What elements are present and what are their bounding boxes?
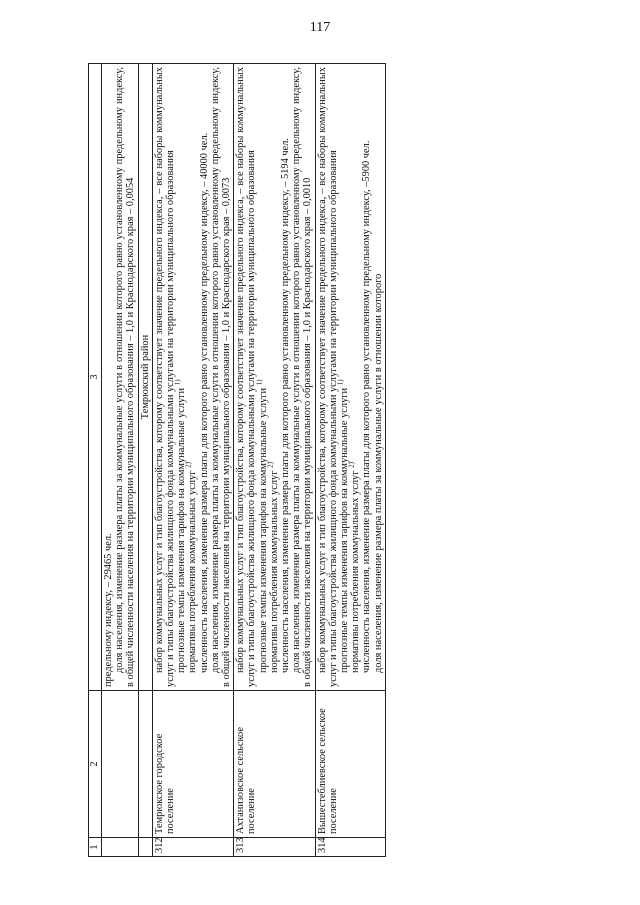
detail-service-set: набор коммунальных услуг и тип благоустройства, которому соответствует значение предельного индекса, – все наборы коммунальных услуг и типы благоустройства жилищного фонда коммунальными услугами на территории муниципального образования: [316, 67, 339, 687]
detail-population: численность населения, изменение размера платы для которого равно установленному предельному индексу, – 5194 чел.: [280, 137, 292, 673]
page-number: 117: [309, 20, 331, 35]
row-details: [152, 64, 233, 691]
header-col3: 3: [89, 64, 102, 691]
detail-share: доля населения, изменение размера платы за коммунальные услуги в отношении которого равно установленному предельному индексу, в общей численности населения на территории муниципального образования – 1,0 и Краснодарского края – 0,0073: [209, 67, 233, 687]
detail-norms: нормативы потребления коммунальных услуг $^{2)}$: [347, 462, 362, 673]
detail-service-set: набор коммунальных услуг и тип благоустройства, которому соответствует значение предельного индекса, – все наборы коммунальных услуг и типы благоустройства жилищного фонда коммунальными услугами на территории муниципального образования: [153, 67, 177, 687]
continuation-cell: [102, 64, 139, 691]
table-row: [234, 64, 315, 857]
row-details: [315, 64, 385, 691]
header-col2: 2: [89, 691, 102, 838]
header-row: [89, 64, 102, 857]
district-row: [138, 64, 152, 857]
detail-tariff-rates: прогнозные темпы изменения тарифов на коммунальные услуги $^{1)}$: [173, 379, 188, 673]
municipality-name: Ахтанизовское сельское поселение: [234, 691, 315, 838]
detail-tariff-rates: прогнозные темпы изменения тарифов на коммунальные услуги $^{1)}$: [255, 379, 269, 673]
table-row: [315, 64, 385, 857]
row-number: 314: [315, 838, 385, 857]
header-col1: 1: [89, 838, 102, 857]
municipality-name: Вышестеблиевское сельское поселение: [315, 691, 385, 838]
district-title: Темрюкский район: [138, 64, 152, 691]
municipality-name: Темрюкское городское поселение: [152, 691, 233, 838]
detail-norms: нормативы потребления коммунальных услуг $^{2)}$: [266, 462, 280, 673]
table-row: [152, 64, 233, 857]
detail-population: численность населения, изменение размера платы для которого равно установленному предельному индексу, –5900 чел.: [361, 140, 373, 673]
continuation-line2: доля населения, изменение размера платы за коммунальные услуги в отношении которого равно установленному предельному индексу, в общей численности населения на территории муниципального образования – 1,0 и Краснодарского края – 0,0054: [114, 67, 137, 687]
detail-population: численность населения, изменение размера платы для которого равно установленному предельному индексу, – 40000 чел.: [198, 132, 210, 673]
tariff-table: [88, 63, 386, 857]
row-details: [234, 64, 315, 691]
row-number: 312: [152, 838, 233, 857]
rotated-table-container: [88, 64, 607, 857]
detail-tariff-rates: прогнозные темпы изменения тарифов на коммунальные услуги $^{1)}$: [336, 379, 351, 673]
detail-service-set: набор коммунальных услуг и тип благоустройства, которому соответствует значение предельного индекса, – все наборы коммунальных услуг и типы благоустройства жилищного фонда коммунальными услугами на территории муниципального образования: [235, 67, 258, 687]
continuation-row: [102, 64, 139, 857]
detail-share: доля населения, изменение размера платы за коммунальные услуги в отношении которого: [372, 273, 384, 673]
row-number: 313: [234, 838, 315, 857]
detail-norms: нормативы потребления коммунальных услуг $^{2)}$: [184, 462, 199, 673]
continuation-line1: предельному индексу, – 29465 чел.: [103, 533, 114, 687]
detail-share: доля населения, изменение размера платы за коммунальные услуги в отношении которого равно установленному предельному индексу, в общей численности населения на территории муниципального образования – 1,0 и Краснодарского края – 0,0010: [291, 67, 314, 687]
